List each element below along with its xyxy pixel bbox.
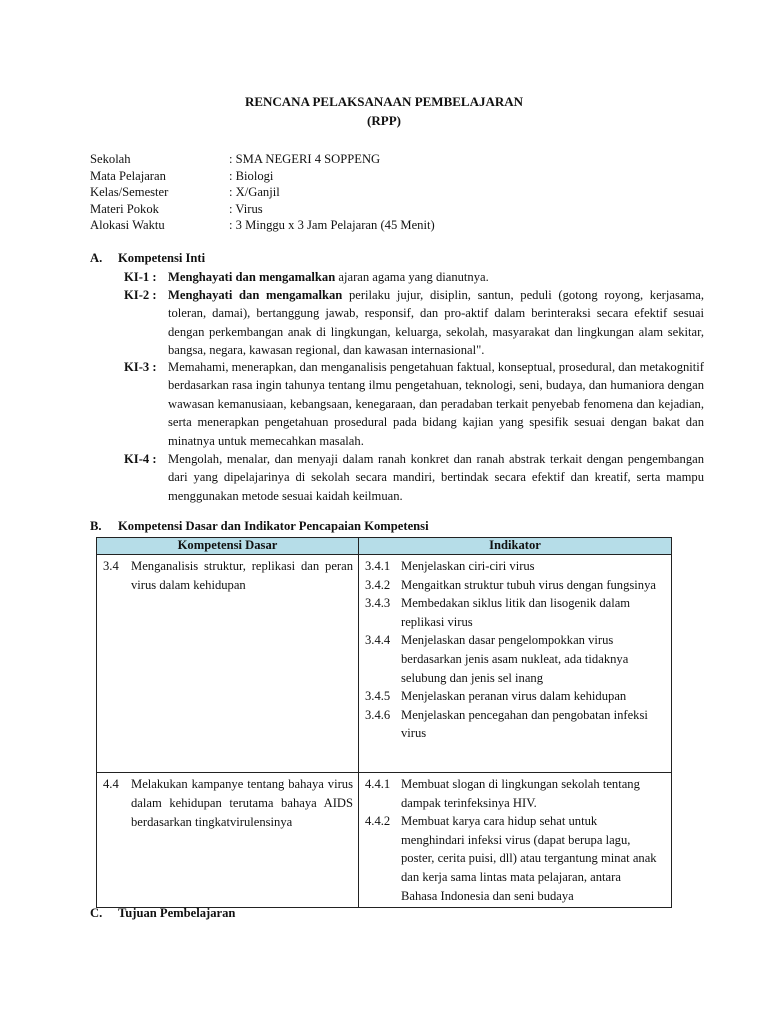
indicator-text: Menjelaskan pencegahan dan pengobatan infeksi virus	[401, 707, 648, 741]
indicator-item	[365, 631, 667, 687]
ki-text	[168, 286, 704, 360]
document-subtitle: (RPP)	[367, 113, 401, 128]
indicator-text: Mengaitkan struktur tubuh virus dengan fungsinya	[401, 577, 656, 592]
section-letter: B.	[90, 519, 102, 533]
ki-code: KI-3 :	[124, 360, 157, 374]
section-c-heading	[90, 904, 235, 922]
ki-item	[124, 358, 704, 450]
indicator-item	[365, 812, 667, 905]
indicator-text: Membedakan siklus litik dan lisogenik dalam replikasi virus	[401, 596, 631, 629]
identity-row	[90, 217, 650, 234]
table-header-row	[97, 538, 672, 555]
indicator-text: Membuat slogan di lingkungan sekolah tentang dampak terinfeksinya HIV.	[401, 777, 640, 810]
indicator-cell	[359, 555, 672, 773]
ki-emphasis: Menghayati dan mengamalkan	[168, 270, 336, 284]
kd-number: 3.4	[103, 559, 119, 573]
document-title: RENCANA PELAKSANAAN PEMBELAJARAN	[244, 94, 524, 109]
identity-row	[90, 168, 650, 185]
indicator-cell	[359, 773, 672, 908]
ki-body: Mengolah, menalar, dan menyaji dalam ranah konkret dan ranah abstrak terkait dengan pengembangan dari yang dipelajarinya di sekolah secara mandiri, bertindak secara efektif dan kreatif, serta mampu menggunakan metode sesuai kaidah keilmuan.	[168, 452, 704, 503]
ki-item	[124, 268, 704, 286]
ki-text	[168, 358, 704, 450]
ki-item	[124, 286, 704, 360]
competency-table	[96, 537, 672, 908]
kd-cell	[97, 555, 359, 773]
indicator-number: 3.4.3	[365, 596, 391, 611]
ki-code: KI-4 :	[124, 452, 157, 466]
kd-text: Melakukan kampanye tentang bahaya virus dalam kehidupan terutama bahaya AIDS berdasarkan tingkatvirulensinya	[131, 777, 353, 829]
indicator-number: 3.4.5	[365, 689, 391, 704]
indicator-number: 3.4.6	[365, 707, 391, 722]
section-title: Kompetensi Inti	[118, 251, 206, 265]
identity-value: : Virus	[229, 201, 263, 216]
indicator-item	[365, 576, 667, 595]
section-a-heading	[90, 249, 205, 267]
section-letter: A.	[90, 251, 103, 265]
identity-value: : 3 Minggu x 3 Jam Pelajaran (45 Menit)	[229, 218, 435, 233]
ki-item	[124, 450, 704, 505]
ki-code: KI-2 :	[124, 288, 157, 302]
indicator-text: Menjelaskan dasar pengelompokkan virus berdasarkan jenis asam nukleat, ada tidaknya selubung dan jenis sel inang	[401, 633, 629, 685]
kd-text: Menganalisis struktur, replikasi dan peran virus dalam kehidupan	[131, 559, 353, 592]
ki-code: KI-1 :	[124, 270, 157, 284]
section-title: Kompetensi Dasar dan Indikator Pencapaian Kompetensi	[118, 519, 429, 533]
kd-cell	[97, 773, 359, 908]
ki-body: Memahami, menerapkan, dan menganalisis pengetahuan faktual, konseptual, prosedural, dan metakognitif berdasarkan rasa ingin tahunya tentang ilmu pengetahuan, teknologi, seni, budaya, dan humaniora dengan wawasan kemanusiaan, kebangsaan, kenegaraan, dan peradaban terkait penyebab fenomena dan kejadian, serta menerapkan pengetahuan prosedural pada bidang kajian yang spesifik sesuai dengan bakat dan minatnya untuk memecahkan masalah.	[168, 360, 704, 448]
ki-body: perilaku jujur, disiplin, santun, peduli (gotong royong, kerjasama, toleran, damai), bertanggung jawab, responsif, dan pro-aktif dalam berinteraksi secara efektif sesuai dengan perkembangan anak di lingkungan, keluarga, sekolah, masyarakat dan lingkungan alam sekitar, bangsa, negara, kawasan regional, dan kawasan internasional".	[168, 288, 704, 358]
section-title: Tujuan Pembelajaran	[118, 906, 236, 920]
identity-row	[90, 151, 650, 168]
indicator-text: Membuat karya cara hidup sehat untuk menghindari infeksi virus (dapat berupa lagu, poster, cerita puisi, dll) atau tergantung minat anak dan kerja sama lintas mata pelajaran, antara Bahasa Indonesia dan seni budaya	[401, 814, 657, 903]
table-row	[97, 555, 672, 773]
ki-text	[168, 268, 704, 286]
header-kompetensi-dasar: Kompetensi Dasar	[97, 538, 359, 555]
identity-label: Mata Pelajaran	[90, 168, 166, 183]
indicator-number: 3.4.4	[365, 633, 391, 648]
identity-value: : SMA NEGERI 4 SOPPENG	[229, 152, 381, 166]
indicator-number: 4.4.1	[365, 777, 391, 791]
identity-label: Alokasi Waktu	[90, 218, 165, 233]
indicator-item	[365, 687, 667, 706]
indicator-text: Menjelaskan peranan virus dalam kehidupan	[401, 689, 627, 704]
identity-block	[90, 151, 650, 234]
indicator-item	[365, 594, 667, 631]
identity-label: Sekolah	[90, 152, 131, 166]
header-indikator: Indikator	[359, 538, 672, 555]
identity-value: : X/Ganjil	[229, 185, 280, 200]
identity-label: Materi Pokok	[90, 201, 159, 216]
identity-row	[90, 201, 650, 218]
identity-row	[90, 184, 650, 201]
indicator-number: 3.4.1	[365, 559, 391, 573]
indicator-text: Menjelaskan ciri-ciri virus	[401, 559, 535, 573]
ki-text	[168, 450, 704, 505]
indicator-number: 4.4.2	[365, 814, 391, 829]
kd-number: 4.4	[103, 777, 119, 791]
ki-emphasis: Menghayati dan mengamalkan	[168, 288, 343, 302]
indicator-item	[365, 706, 667, 743]
section-b-heading	[90, 517, 429, 535]
table-row	[97, 773, 672, 908]
identity-value: : Biologi	[229, 168, 274, 183]
section-letter: C.	[90, 906, 103, 920]
indicator-number: 3.4.2	[365, 577, 391, 592]
indicator-item	[365, 775, 667, 812]
indicator-item	[365, 557, 667, 576]
identity-label: Kelas/Semester	[90, 185, 169, 200]
ki-body: ajaran agama yang dianutnya.	[335, 270, 489, 284]
